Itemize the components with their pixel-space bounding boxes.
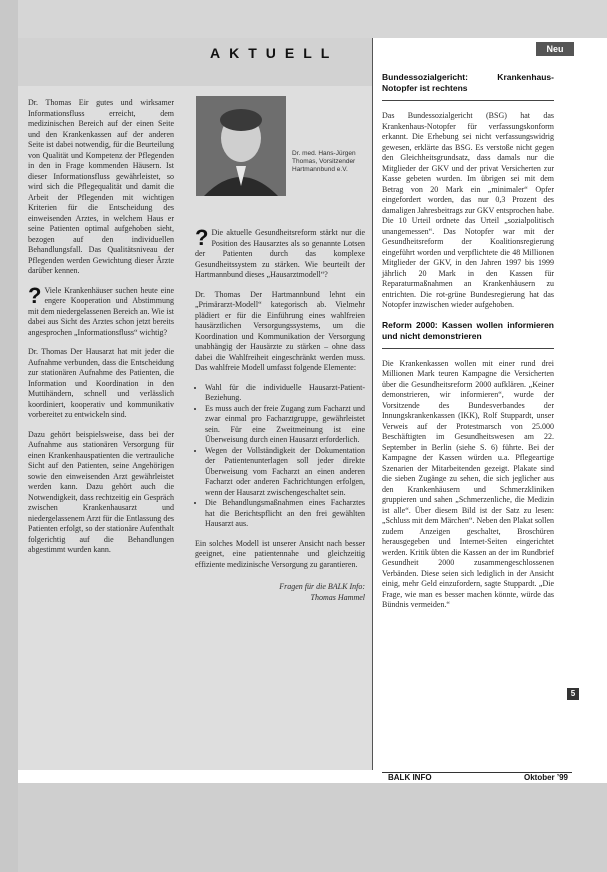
news-paragraph: Die Krankenkassen wollen mit einer rund drei Millionen Mark teuren Kampagne die Versicherten über die Gesundheitsreform 2000 aufklären. „Keiner demonstrieren, wir informieren“, wurde der Vorsitzende des Bundesverbandes der Innungskrankenkassen (IKK), Rolf Stuppardt, unser Verweis auf der Protestmarsch von 25.000 Beschäftigten im Gesundheitswesen am 22. September in Berlin (siehe S. 6) führte. Bei der Kampagne der Kassen würden u.a. Pflegeartige Szenarien der Mitarbeitenden gezeigt. Plakate sind die sieben Zugänge zu sehen, die sich jeglicher aus den Krankenhäusern und Schmerzkliniken gruppieren und sahen „Schmerzenliche, die Medizin ist alle“. Über diesem Bild ist der Satz zu lesen: „Schluss mit dem Märchen“. Neben den Plakat sollen zudem Anzeigen geschaltet, Broschüren herausgegeben und Internet-Seiten eingerichtet werden. Kritik übten die Kassen an der im Rundbrief Gesundheit 2000 zusammengeschlossenen Verbänden. Diese seien sich lediglich in der Ansicht einig, mehr Geld einzufordern, sagte Stuppardt. „Die Frage, wie man es besser machen könnte, würde das Bündnis vermeiden.“ — [382, 358, 554, 609]
footer-brand: BALK INFO — [388, 773, 432, 782]
scan-left-margin — [0, 0, 18, 872]
portrait-image — [196, 96, 286, 196]
interview-column-1 — [28, 98, 174, 565]
news-paragraph: Das Bundessozialgericht (BSG) hat das Krankenhaus-Notopfer für verfassungskonform erkannt. Die Erhebung sei nicht verfassungswidrig gewesen, erklärte das BSG. Es verstoße nicht gegen den Gleichheitsgrundsatz, dass damals nur die Mitglieder der GKV und der privat Versicherten zur Kasse gebeten wurden. Im übrigen sei mit dem Betrag von 20 Mark ein „minimaler“ Opfer eingefordert worden, das nur 0,3 Prozent des damaligen Jahresbeitrags zur GKV entsprochen habe. Die 10 Urteil ordnete das Urteil „sozialpolitisch unangemessen“. Das Notopfer war mit der Gesundheitsreform der Koalitionsregierung eingeführt worden und verpflichtete die 48 Millionen Mitglieder der GKV, in den Jahren 1997 bis 1999 jährlich 20 Mark in den Kassen für Reparaturmaßnahmen an Krankenhäusern zu entrichten. Die rot-grüne Bundesregierung hat das Notopfer inzwischen wieder aufgehoben. — [382, 111, 554, 309]
page-number: 5 — [567, 688, 579, 700]
photo-caption: Dr. med. Hans-Jürgen Thomas, Vorsitzender Hartmannbund e.V. — [292, 150, 356, 173]
answer-paragraph: Dr. Thomas Eir gutes und wirksamer Informationsfluss erreicht, dem medizinischen Bereich auf der einen Seite und den Krankenkassen auf der anderen Seite ist dabei notwendig, für die Beurteilung von Qualität und Kompetenz der Pflegenden in den in Frage kommenden Häusern. Ist dieser Informationsfluss gewährleistet, so wird sich die Pflegequalität und damit die Arbeit der Pflegenden mit wichtigen Kriterien für die Entscheidung des einweisenden Arztes, in welchem Haus er seine Patienten optimal aufgehoben sieht, bezogen auf den individuellen Behandlungsfall. Das Qualitätsniveau der Pflegenden werden Gewichtung dieser Ärzte darüber kennen. — [28, 98, 174, 275]
credit-line: Fragen für die BALK Info: — [279, 582, 365, 591]
list-item: • Wegen der Vollständigkeit der Dokumentation der Patientenunterlagen soll jeder direkte Überweisung vom Facharzt an einen anderen Facharzt oder anderen Fachrichtungen erfolgen, wenn der Hausarzt zwischengeschaltet sein. — [205, 446, 365, 499]
answer-paragraph: Dr. Thomas Der Hausarzt hat mit jeder die Aufnahme verbunden, dass die Entscheidung zur stationären Aufnahme des Patienten, die Information und Koordination in den Muttihändern, schnell und verlässlich koordiniert, kooperativ und kommunikativ vorbereitet zu entwickeln sind. — [28, 347, 174, 419]
headline-rule — [382, 348, 554, 349]
column-divider — [372, 38, 373, 770]
question-mark-icon: ? — [195, 225, 209, 250]
news-headline: Reform 2000: Kassen wollen informieren und nicht demonstrieren — [382, 319, 554, 341]
credit-name: Thomas Hammel — [310, 592, 365, 602]
question-paragraph — [195, 225, 365, 281]
question-text: Viele Krankenhäuser suchen heute eine engere Kooperation und Abstimmung mit dem niedergelassenen Bereich an. Wie ist dabei aus Sicht des Arztes schon jetzt bereits angesprochen „Informationsfluss“ wichtig? — [28, 285, 174, 337]
news-headline: Bundessozialgericht: Krankenhaus-Notopfer ist rechtens — [382, 72, 554, 93]
news-column — [382, 72, 554, 620]
scan-bottom-band — [18, 783, 607, 872]
headline-rule — [382, 100, 554, 101]
interviewer-credit — [195, 582, 365, 603]
interview-column-2 — [195, 225, 365, 603]
footer-date: Oktober ’99 — [523, 773, 568, 782]
question-paragraph — [28, 282, 174, 339]
question-text: Die aktuelle Gesundheitsreform stärkt nur die Position des Hausarztes als so genannte Lotsen der Patienten durch das komplexe Gesundheitssystem zu stärken. Wie beurteilt der Hartmannbund dieses „Hausarztmodell“? — [195, 228, 365, 279]
footer — [388, 772, 568, 782]
bullet-list — [195, 383, 365, 530]
answer-paragraph: Dazu gehört beispielsweise, dass bei der Aufnahme aus stationären Versorgung für einen Krankenhauspatienten die vertrauliche Sicht auf den Patienten, seine Angehörigen sowie den einweisenden Arzt gewährleistet werden kann. Dazu gehört auch die Notwendigkeit, dass rechtzeitig ein Gespräch zwischen Krankenhausarzt und niedergelassenem Arzt für die Entlassung des Patienten erfolgt, so der stationäre Aufenthalt folgerichtig auf die Behandlungen abgestimmt wurden kann. — [28, 429, 174, 554]
new-badge: Neu — [536, 42, 574, 56]
list-item: • Die Behandlungsmaßnahmen eines Facharztes hat die Berichtspflicht an den frei gewählten Hausarzt aus. — [205, 498, 365, 530]
portrait-photo — [196, 96, 286, 196]
answer-paragraph: Dr. Thomas Der Hartmannbund lehnt ein „Primärarzt-Modell“ kategorisch ab. Vielmehr plädiert er für die Einführung eines wahlfreien hausärztlichen Versorgungssystems, um die Koordination und Kommunikation der Versorgung unabhängig der Hausärzte zu stärken – ohne dass dabei die Wahlfreiheit eingeschränkt werden muss. Das wahlfreie Modell umfasst folgende Elemente: — [195, 289, 365, 372]
scan-top-band — [18, 0, 607, 38]
question-mark-icon: ? — [28, 282, 42, 308]
section-title: AKTUELL — [210, 45, 339, 61]
answer-paragraph: Ein solches Modell ist unserer Ansicht nach besser geeignet, eine patientennahe und gleichzeitig effiziente medizinische Versorgung zu garantieren. — [195, 538, 365, 569]
list-item: • Es muss auch der freie Zugang zum Facharzt und zwar einmal pro Facharztgruppe, gewährleistet sein. Für eine Zweitmeinung ist eine Überweisung durch einen Hausarzt erforderlich. — [205, 404, 365, 446]
list-item: • Wahl für die individuelle Hausarzt-Patient-Beziehung. — [205, 383, 365, 404]
